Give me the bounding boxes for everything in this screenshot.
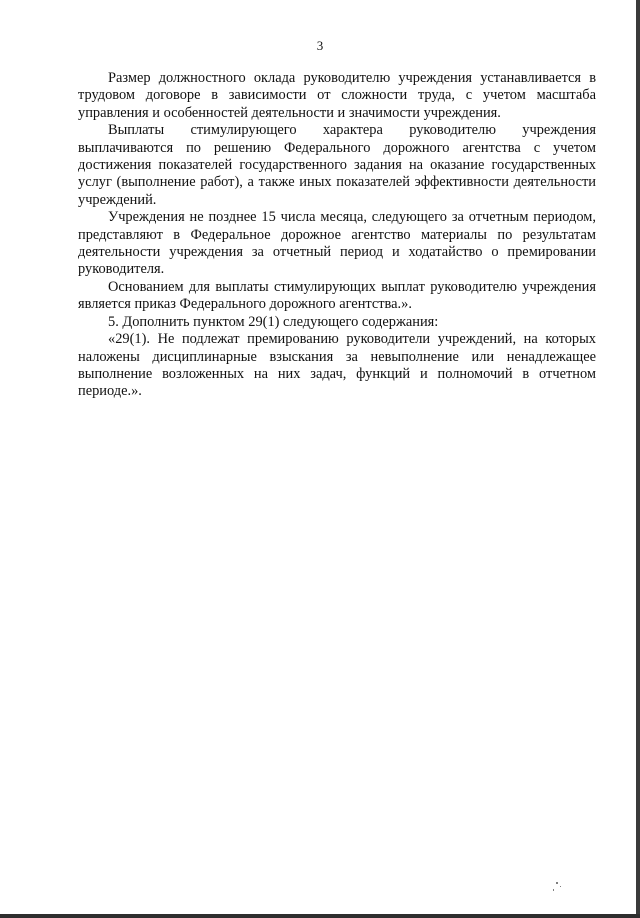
- page-number: 3: [316, 38, 324, 53]
- paragraph-salary: Размер должностного оклада руководителю учреждения устанавливается в трудовом договоре в зависимости от сложности труда, с учетом масштаба управления и особенностей деятельности и значимости учреждения.: [78, 70, 596, 121]
- paragraph-reporting-deadline: Учреждения не позднее 15 числа месяца, следующего за отчетным периодом, представляют в Федеральное дорожное агентство материалы по результатам деятельности учреждения за отчетный период и ходатайство о премировании руководителя.: [78, 209, 596, 278]
- scan-speck: [560, 886, 561, 887]
- paragraph-incentive-payments: Выплаты стимулирующего характера руководителю учреждения выплачиваются по решению Федерального дорожного агентства с учетом достижения показателей государственного задания на оказание государственных услуг (выполнение работ), а также иных показателей эффективности деятельности учреждений.: [78, 122, 596, 208]
- document-body: [78, 70, 596, 401]
- paragraph-clause-29-1: «29(1). Не подлежат премированию руководители учреждений, на которых наложены дисциплинарные взыскания за невыполнение или ненадлежащее выполнение возложенных на них задач, функций и полномочий в отчетном периоде.».: [78, 331, 596, 400]
- scan-speck: [553, 889, 554, 891]
- paragraph-amendment-item-5: 5. Дополнить пунктом 29(1) следующего содержания:: [108, 313, 439, 330]
- scan-edge-bottom: [0, 914, 640, 918]
- paragraph-payment-basis: Основанием для выплаты стимулирующих выплат руководителю учреждения является приказ Федерального дорожного агентства.».: [78, 278, 596, 313]
- scan-speck: [556, 882, 558, 884]
- scan-edge-right: [636, 0, 640, 918]
